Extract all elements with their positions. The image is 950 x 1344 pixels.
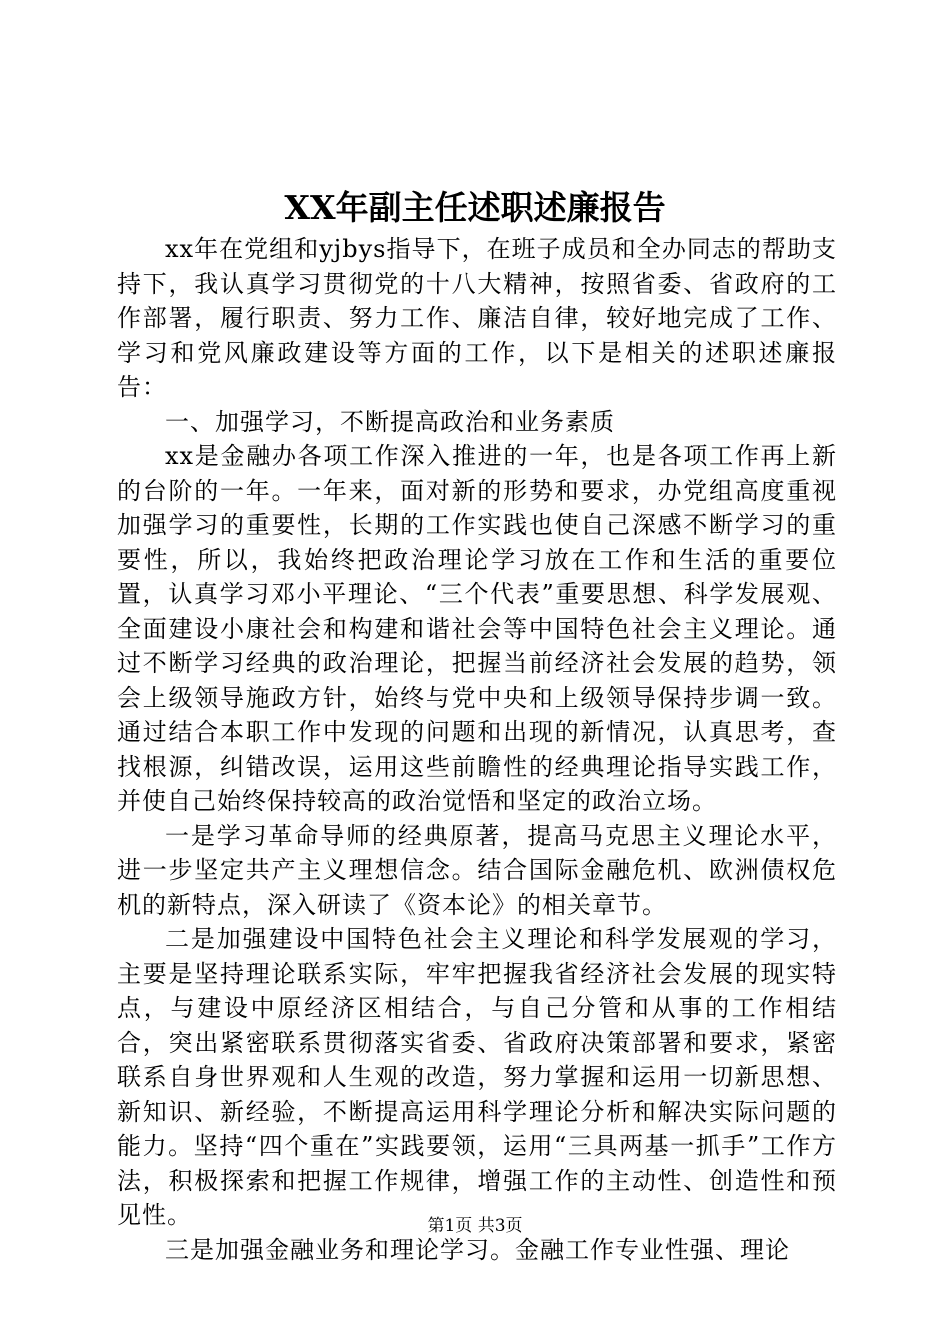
document-body — [117, 232, 837, 1267]
paragraph-intro: xx年在党组和yjbys指导下，在班子成员和全办同志的帮助支持下，我认真学习贯彻党的十八大精神，按照省委、省政府的工作部署，履行职责、努力工作、廉洁自律，较好地完成了工作、学习和党风廉政建设等方面的工作，以下是相关的述职述廉报告： — [117, 235, 837, 401]
paragraph-point-1: 一是学习革命导师的经典原著，提高马克思主义理论水平，进一步坚定共产主义理想信念。结合国际金融危机、欧洲债权危机的新特点，深入研读了《资本论》的相关章节。 — [117, 821, 837, 919]
paragraph-study: xx是金融办各项工作深入推进的一年，也是各项工作再上新的台阶的一年。一年来，面对新的形势和要求，办党组高度重视加强学习的重要性，长期的工作实践也使自己深感不断学习的重要性，所以，我始终把政治理论学习放在工作和生活的重要位置，认真学习邓小平理论、“三个代表”重要思想、科学发展观、全面建设小康社会和构建和谐社会等中国特色社会主义理论。通过不断学习经典的政治理论，把握当前经济社会发展的趋势，领会上级领导施政方针，始终与党中央和上级领导保持步调一致。通过结合本职工作中发现的问题和出现的新情况，认真思考，查找根源，纠错改误，运用这些前瞻性的经典理论指导实践工作，并使自己始终保持较高的政治觉悟和坚定的政治立场。 — [117, 442, 837, 815]
paragraph-point-2: 二是加强建设中国特色社会主义理论和科学发展观的学习，主要是坚持理论联系实际，牢牢把握我省经济社会发展的现实特点，与建设中原经济区相结合，与自己分管和从事的工作相结合，突出紧密联系贯彻落实省委、省政府决策部署和要求，紧密联系自身世界观和人生观的改造，努力掌握和运用一切新思想、新知识、新经验，不断提高运用科学理论分析和解决实际问题的能力。坚持“四个重在”实践要领，运用“三具两基一抓手”工作方法，积极探索和把握工作规律，增强工作的主动性、创造性和预见性。 — [117, 925, 837, 1229]
paragraph-point-3: 三是加强金融业务和理论学习。金融工作专业性强、理论 — [165, 1235, 790, 1264]
document-title: XX年副主任述职述廉报告 — [284, 188, 666, 227]
page-number-footer: 第1页 共3页 — [427, 1216, 523, 1236]
section-heading-1: 一、加强学习，不断提高政治和业务素质 — [165, 407, 615, 436]
